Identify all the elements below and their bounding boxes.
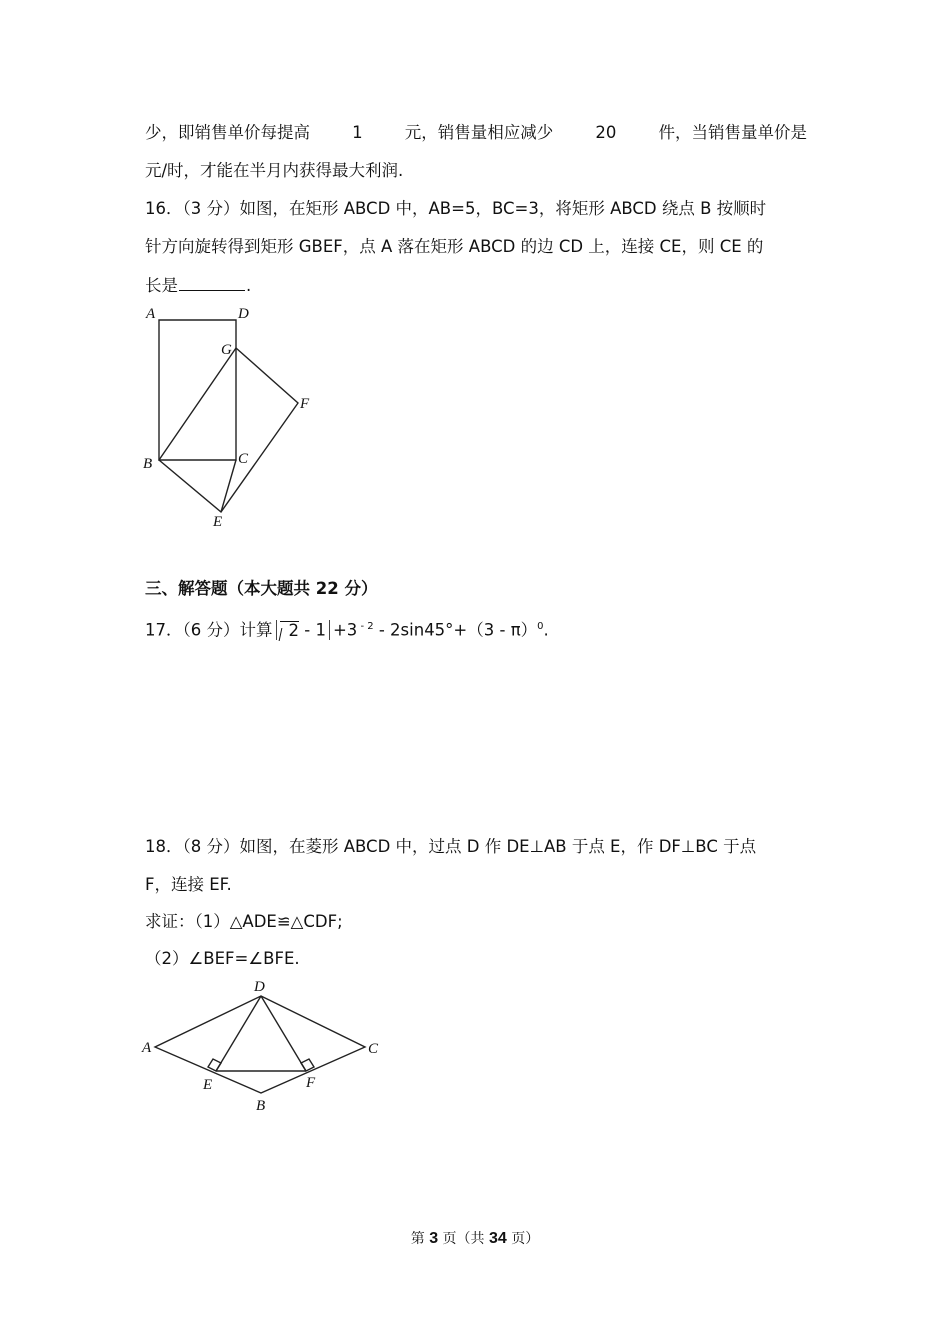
label-f: F (300, 396, 310, 412)
rhombus-abcd (155, 996, 365, 1093)
footer-pre: 第 (410, 1231, 430, 1247)
q15-text-part: 元，销售量相应减少 (404, 123, 554, 142)
q17-prefix: 17．（6 分）计算 (145, 620, 273, 640)
label-b: B (256, 1098, 266, 1114)
rhombus-figure (135, 975, 395, 1120)
q15-text-part: 件，当销售量单价是 (658, 123, 807, 142)
q17-plus-three: +3 (332, 620, 358, 640)
label-c: C (238, 451, 249, 467)
q18-line-4: （2）∠BEF=∠BFE. (145, 949, 300, 968)
q17-rest: - 2sin45°+（3 - π） (373, 620, 538, 640)
label-e: E (213, 514, 223, 530)
q17-minus-one: - 1 (299, 620, 326, 640)
q17-end: . (543, 620, 549, 640)
q15-text-part: 少，即销售单价每提高 (145, 123, 310, 142)
rectangle-abcd (159, 320, 236, 460)
q18-line-2: F，连接 EF. (145, 875, 232, 894)
q15-text-part: 20 (595, 123, 617, 142)
abs-bar-right (329, 620, 330, 640)
q16-line-3-suffix: . (246, 276, 252, 295)
q17-line (145, 616, 807, 642)
q17-exponent-neg2: - 2 (357, 621, 374, 632)
answer-blank (179, 274, 245, 291)
label-c: C (368, 1041, 379, 1057)
q15-line-2: 元/时，才能在半月内获得最大利润. (145, 161, 404, 180)
q16-line-3-prefix: 长是 (145, 276, 178, 295)
footer-post: 页） (506, 1231, 540, 1247)
label-f: F (306, 1075, 316, 1091)
abs-bar-left (276, 620, 277, 640)
label-g: G (221, 342, 232, 358)
q18-line-3: 求证：（1）△ADE≌△CDF; (145, 912, 343, 931)
q18-line-1: 18．（8 分）如图，在菱形 ABCD 中，过点 D 作 DE⊥AB 于点 E，作 DF⊥BC 于点 (145, 837, 757, 856)
label-e: E (203, 1077, 213, 1093)
sqrt-expression (280, 621, 300, 640)
q15-text-part: 1 (352, 123, 363, 142)
footer-page-number: 3 (429, 1230, 439, 1247)
rectangle-rotation-figure (135, 300, 325, 535)
label-b: B (143, 456, 153, 472)
right-angle-mark-f (301, 1059, 314, 1071)
footer-mid: 页（共 (438, 1231, 489, 1247)
section-heading: 三、解答题（本大题共 22 分） (145, 579, 378, 598)
q15-line-1 (145, 122, 807, 144)
footer-total-pages: 34 (489, 1230, 507, 1247)
sqrt-arg: 2 (288, 620, 299, 640)
label-a: A (142, 1040, 152, 1056)
q16-line-1: 16．（3 分）如图，在矩形 ABCD 中，AB=5，BC=3，将矩形 ABCD 绕点 B 按顺时 (145, 199, 767, 218)
segment-ce (221, 460, 236, 512)
right-angle-mark-e (208, 1059, 221, 1071)
label-d: D (254, 979, 265, 995)
label-d: D (238, 306, 249, 322)
label-a: A (146, 306, 156, 322)
q17-exponent-zero: 0 (537, 621, 544, 632)
q16-line-2: 针方向旋转得到矩形 GBEF，点 A 落在矩形 ABCD 的边 CD 上，连接 CE，则 CE 的 (145, 237, 764, 256)
page-footer (0, 1228, 950, 1248)
q16-line-3 (145, 274, 807, 297)
